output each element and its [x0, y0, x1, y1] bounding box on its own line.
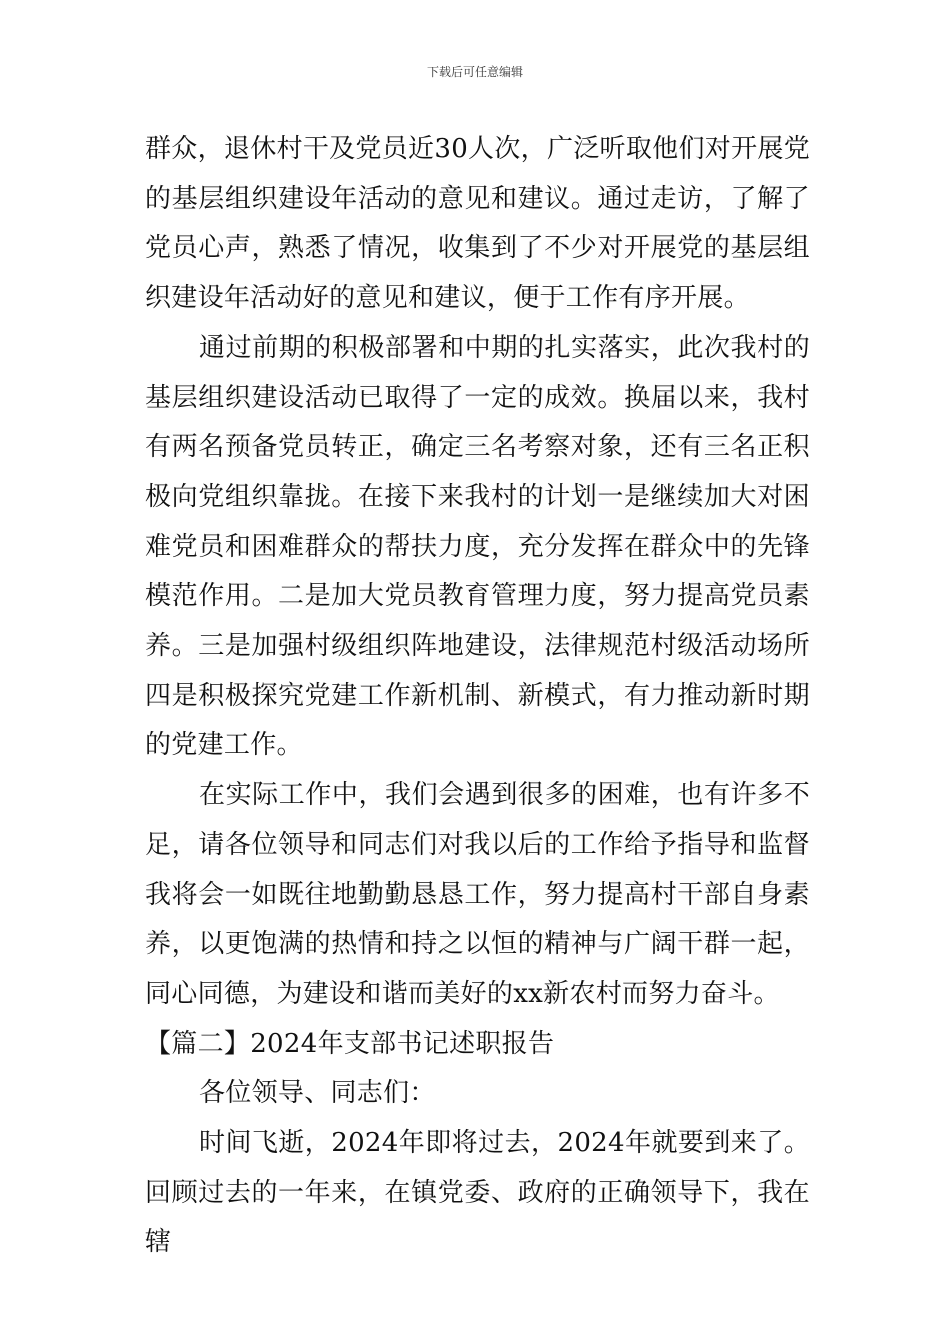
paragraph: 通过前期的积极部署和中期的扎实落实，此次我村的基层组织建设活动已取得了一定的成效。换届以来，我村有两名预备党员转正，确定三名考察对象，还有三名正积极向党组织靠拢。在接下来我村的计划一是继续加大对困难党员和困难群众的帮扶力度，充分发挥在群众中的先锋模范作用。二是加大党员教育管理力度，努力提高党员素养。三是加强村级组织阵地建设，法律规范村级活动场所四是积极探究党建工作新机制、新模式，有力推动新时期的党建工作。 [145, 332, 810, 761]
paragraph: 在实际工作中，我们会遇到很多的困难，也有许多不足，请各位领导和同志们对我以后的工作给予指导和监督我将会一如既往地勤勤恳恳工作，努力提高村干部自身素养，以更饱满的热情和持之以恒的精神与广阔干群一起，同心同德，为建设和谐而美好的xx新农村而努力奋斗。 [145, 780, 810, 1009]
salutation: 各位领导、同志们： [199, 1078, 436, 1109]
page-header: 下载后可任意编辑 [426, 65, 523, 79]
paragraph: 时间飞逝，2024年即将过去，2024年就要到来了。回顾过去的一年来，在镇党委、政府的正确领导下，我在辖 [145, 1128, 810, 1258]
document-body [145, 125, 810, 1268]
section-heading: 【篇二】2024年支部书记述职报告 [145, 1028, 555, 1059]
paragraph: 群众，退休村干及党员近30人次，广泛听取他们对开展党的基层组织建设年活动的意见和建议。通过走访，了解了党员心声，熟悉了情况，收集到了不少对开展党的基层组织建设年活动好的意见和建议，便于工作有序开展。 [145, 134, 810, 314]
